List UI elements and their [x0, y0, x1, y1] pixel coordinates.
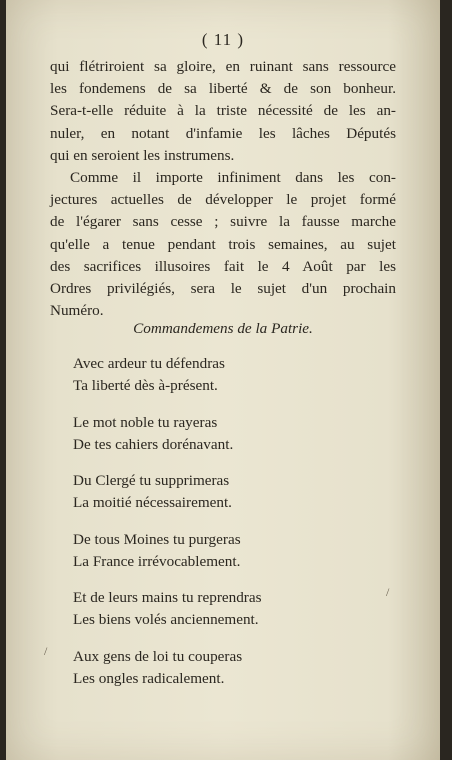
prose-line: nuler, en notant d'infamie les lâches Députés: [50, 124, 396, 142]
prose-line: Comme il importe infiniment dans les con-: [70, 169, 396, 187]
prose-line: Numéro.: [50, 302, 104, 320]
poem-verse: La moitié nécessairement.: [73, 494, 232, 511]
poem-stanza: [73, 353, 262, 397]
poem-verse: Du Clergé tu supprimeras: [73, 472, 230, 489]
poem-stanza: [73, 529, 262, 573]
poem-stanza: [73, 587, 262, 631]
prose-line: Sera-t-elle réduite à la triste nécessité de les an-: [50, 102, 396, 120]
prose-paragraphs: [50, 56, 396, 322]
poem-verse: Avec ardeur tu défendras: [73, 355, 225, 372]
prose-line: les fondemens de sa liberté & de son bonheur.: [50, 80, 396, 98]
prose-line: qui en seroient les instrumens.: [50, 146, 235, 164]
poem-stanza: [73, 412, 262, 456]
poem-verse: De tes cahiers dorénavant.: [73, 435, 234, 453]
prose-line: de l'égarer sans cesse ; suivre la fausse marche: [50, 213, 396, 231]
poem-verse: Aux gens de loi tu couperas: [73, 647, 243, 665]
poem-verse: La France irrévocablement.: [73, 552, 241, 570]
section-heading: Commandemens de la Patrie.: [133, 320, 313, 337]
poem-verse: Ta liberté dès à-présent.: [73, 377, 218, 394]
book-page: [6, 0, 440, 760]
paper-mark: /: [386, 585, 390, 599]
prose-line: qui flétriroient sa gloire, en ruinant sans ressource: [50, 58, 396, 75]
prose-line: jectures actuelles de développer le projet formé: [50, 191, 396, 209]
poem-verse: De tous Moines tu purgeras: [73, 530, 241, 548]
prose-line: qu'elle a tenue pendant trois semaines, au sujet: [50, 235, 396, 253]
prose-line: Ordres privilégiés, sera le sujet d'un prochain: [50, 280, 396, 298]
poem-stanza: [73, 470, 262, 514]
poem-verse: Les ongles radicalement.: [73, 669, 225, 687]
poem-verse: Le mot noble tu rayeras: [73, 413, 218, 431]
poem-stanza: [73, 646, 262, 690]
page-number: ( 11 ): [201, 30, 245, 49]
prose-line: des sacrifices illusoires fait le 4 Août par les: [50, 257, 396, 275]
paper-mark: /: [44, 644, 48, 658]
poem-verse: Et de leurs mains tu reprendras: [73, 589, 262, 606]
poem-verse: Les biens volés anciennement.: [73, 611, 259, 628]
poem: [73, 353, 262, 704]
